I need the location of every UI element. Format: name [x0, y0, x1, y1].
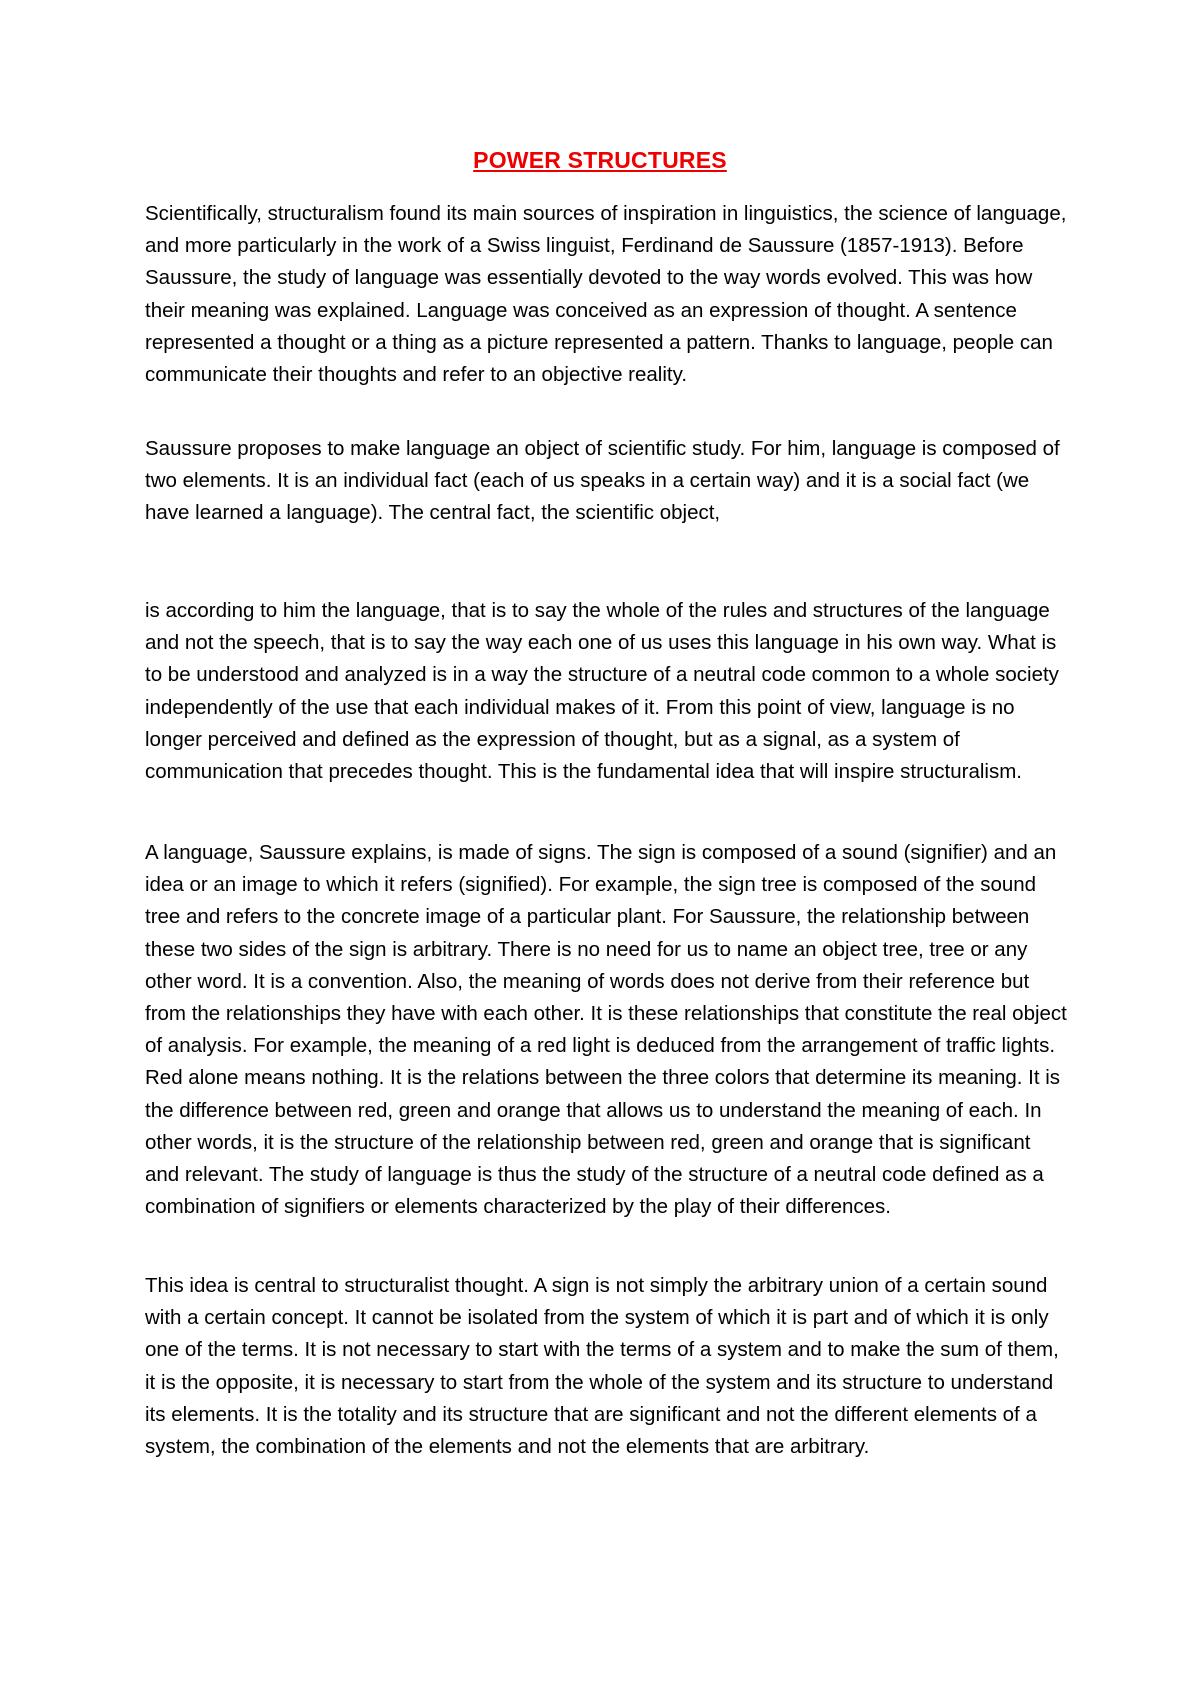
paragraph-structuralist-thought: This idea is central to structuralist thought. A sign is not simply the arbitrary union of a certain sound with a certain concept. It cannot be isolated from the system of which it is part and of which it is only one of the terms. It is not necessary to start with the terms of a system and to make the sum of them, it is the opposite, it is necessary to start from the whole of the system and its structure to understand its elements. It is the totality and its structure that are significant and not the different elements of a system, the combination of the elements and not the elements that are arbitrary. — [145, 1274, 1059, 1459]
paragraph-language-vs-speech: is according to him the language, that is to say the whole of the rules and structures of the language and not the speech, that is to say the way each one of us uses this language in his own way. What is to be understood and analyzed is in a way the structure of a neutral code common to a whole society independently of the use that each individual makes of it. From this point of view, language is no longer perceived and defined as the expression of thought, but as a signal, as a system of communication that precedes thought. This is the fundamental idea that will inspire structuralism. — [145, 599, 1059, 784]
paragraph-scientific-study: Saussure proposes to make language an object of scientific study. For him, language is composed of two elements. It is an individual fact (each of us speaks in a certain way) and it is a social fact (we have learned a language). The central fact, the scientific object, — [145, 437, 1060, 525]
document-title: POWER STRUCTURES — [473, 147, 727, 173]
paragraph-signs: A language, Saussure explains, is made of signs. The sign is composed of a sound (signifier) and an idea or an image to which it refers (signified). For example, the sign tree is composed of the sound tree and refers to the concrete image of a particular plant. For Saussure, the relationship between these two sides of the sign is arbitrary. There is no need for us to name an object tree, tree or any other word. It is a convention. Also, the meaning of words does not derive from their reference but from the relationships they have with each other. It is these relationships that constitute the real object of analysis. For example, the meaning of a red light is deduced from the arrangement of traffic lights. Red alone means nothing. It is the relations between the three colors that determine its meaning. It is the difference between red, green and orange that allows us to understand the meaning of each. In other words, it is the structure of the relationship between red, green and orange that is significant and relevant. The study of language is thus the study of the structure of a neutral code defined as a combination of signifiers or elements characterized by the play of their differences. — [145, 841, 1067, 1219]
paragraph-structuralism-origins: Scientifically, structuralism found its main sources of inspiration in linguistics, the science of language, and more particularly in the work of a Swiss linguist, Ferdinand de Saussure (1857-1913). Before Saussure, the study of language was essentially devoted to the way words evolved. This was how their meaning was explained. Language was conceived as an expression of thought. A sentence represented a thought or a thing as a picture represented a pattern. Thanks to language, people can communicate their thoughts and refer to an objective reality. — [145, 202, 1067, 387]
